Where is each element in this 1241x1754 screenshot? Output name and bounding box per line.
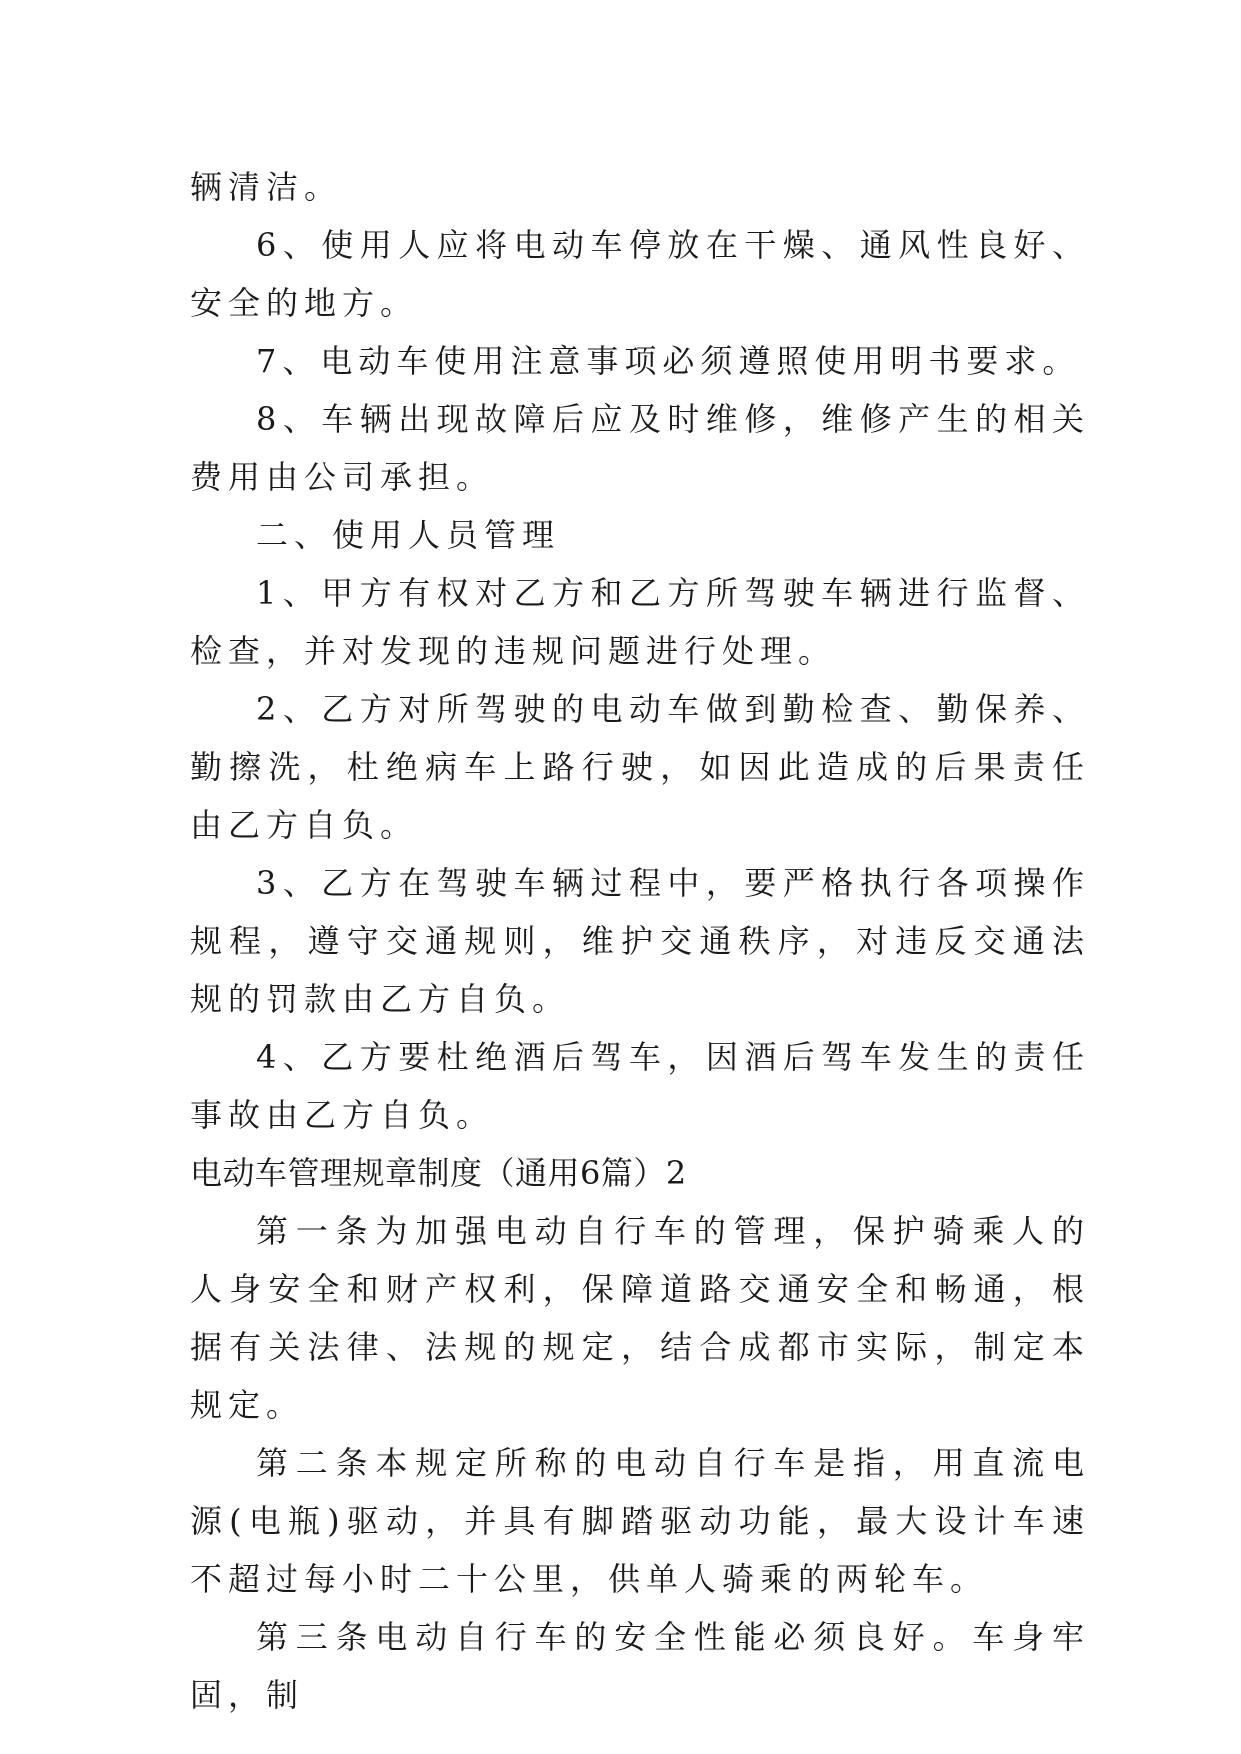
paragraph: 第三条电动自行车的安全性能必须良好。车身牢固，制 <box>190 1618 1090 1714</box>
paragraph: 1、甲方有权对乙方和乙方所驾驶车辆进行监督、检查，并对发现的违规问题进行处理。 <box>190 574 1090 670</box>
paragraph: 8、车辆出现故障后应及时维修，维修产生的相关费用由公司承担。 <box>190 400 1090 496</box>
paragraph: 第一条为加强电动自行车的管理，保护骑乘人的人身安全和财产权利，保障道路交通安全和畅通，根据有关法律、法规的规定，结合成都市实际，制定本规定。 <box>190 1212 1090 1424</box>
paragraph: 第二条本规定所称的电动自行车是指，用直流电源(电瓶)驱动，并具有脚踏驱动功能，最大设计车速不超过每小时二十公里，供单人骑乘的两轮车。 <box>190 1444 1090 1598</box>
article-title: 电动车管理规章制度（通用6篇）2 <box>190 1154 687 1192</box>
paragraph: 7、电动车使用注意事项必须遵照使用明书要求。 <box>256 342 1081 380</box>
paragraph: 2、乙方对所驾驶的电动车做到勤检查、勤保养、勤擦洗，杜绝病车上路行驶，如因此造成的后果责任由乙方自负。 <box>190 690 1090 844</box>
paragraph: 4、乙方要杜绝酒后驾车，因酒后驾车发生的责任事故由乙方自负。 <box>190 1038 1090 1134</box>
paragraph: 6、使用人应将电动车停放在干燥、通风性良好、安全的地方。 <box>190 226 1090 322</box>
section-heading: 二、使用人员管理 <box>256 516 561 554</box>
paragraph: 3、乙方在驾驶车辆过程中，要严格执行各项操作规程，遵守交通规则，维护交通秩序，对违反交通法规的罚款由乙方自负。 <box>190 864 1090 1018</box>
document-body <box>190 158 1090 1724</box>
paragraph: 辆清洁。 <box>190 168 343 206</box>
